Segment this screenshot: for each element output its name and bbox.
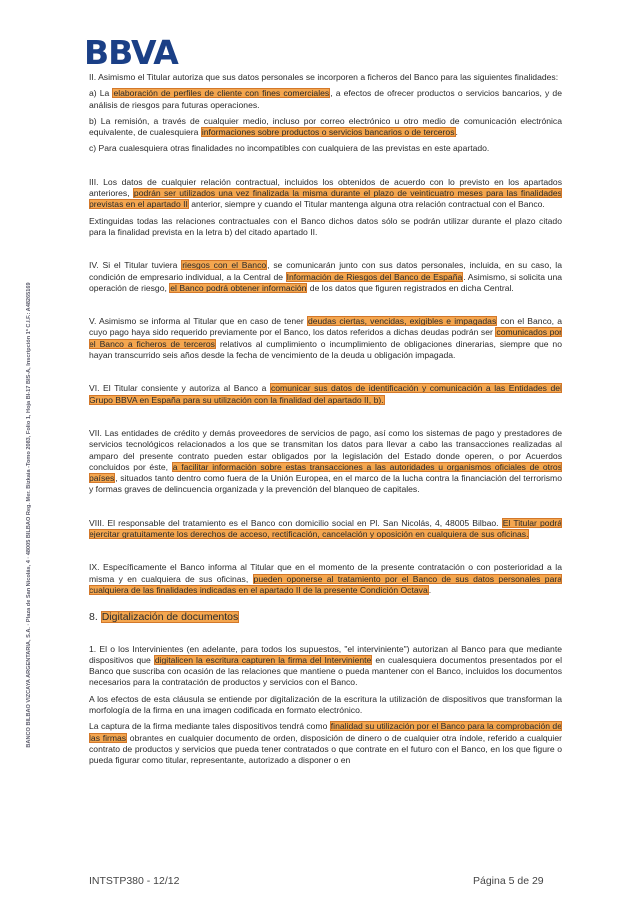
highlighted-text: Digitalización de documentos bbox=[101, 611, 239, 624]
document-code: INTSTP380 - 12/12 bbox=[89, 875, 180, 887]
highlighted-text: comunicar sus datos de identificación y comunicación a las Entidades del Grupo BBVA en España para su utilización con la finalidad del apartado II, b). bbox=[89, 383, 562, 405]
paragraph bbox=[89, 721, 562, 766]
paragraph bbox=[89, 694, 562, 717]
highlighted-text: El Titular podrá ejercitar gratuitamente los derechos de acceso, rectificación, cancelación y oposición en cualquiera de sus oficinas. bbox=[89, 517, 562, 540]
highlighted-text: el Banco podrá obtener información bbox=[170, 282, 307, 293]
paragraph bbox=[89, 518, 562, 541]
section-data-protection bbox=[89, 72, 562, 596]
highlighted-text: riesgos con el Banco bbox=[182, 260, 267, 271]
text-run: b) La remisión, a través de cualquier medio, incluso por correo electrónico u otro medio de comunicación electrónica equivalente, de cualesquiera bbox=[89, 115, 562, 138]
text-run: A los efectos de esta cláusula se entiende por digitalización de la escritura la utilización de dispositivos que transforman la morfología de la firma en una imagen codificada en formato electrónico. bbox=[89, 693, 562, 715]
text-run: en cualesquiera documentos presentados por el Banco que suscriba con ocasión de las relaciones que mantiene o pueda mantener con el Banco, incluidos los documentos necesarios para la contratación de productos y servicios con el Banco. bbox=[89, 654, 562, 688]
text-run: V. Asimismo se informa al Titular que en caso de tener bbox=[89, 316, 307, 327]
text-run: 8. bbox=[89, 611, 101, 624]
highlighted-text: pueden oponerse al tratamiento por el Banco de sus datos personales para cualquiera de las finalidades indicadas en el apartado II de la presente Condición Octava bbox=[89, 573, 562, 595]
text-run: c) Para cualesquiera otras finalidades no incompatibles con cualquiera de las previstas en este apartado. bbox=[89, 143, 490, 154]
page-number: Página 5 de 29 bbox=[473, 875, 544, 887]
text-run: VIII. El responsable del tratamiento es el Banco con domicilio social en Pl. San Nicolás, 4, 48005 Bilbao. bbox=[89, 517, 502, 528]
text-run: IX. Específicamente el Banco informa al Titular que en el momento de la presente contratación o con posterioridad a la misma y en cualquiera de sus oficinas, bbox=[89, 562, 562, 584]
text-run: , se comunicarán junto con sus datos personales, incluida, en su caso, la condición de empresario individual, a la Central de bbox=[89, 260, 562, 282]
text-run: . Asimismo, si solicita una operación de riesgo, bbox=[89, 271, 563, 293]
text-run: . bbox=[455, 127, 458, 138]
text-run: 1. El o los Intervinientes (en adelante, para todos los supuestos, "el interviniente") autorizan al Banco para que mediante dispositivos que bbox=[89, 643, 562, 665]
highlighted-text: a facilitar información sobre estas transacciones a las autoridades u organismos oficiales de otros países bbox=[89, 461, 563, 484]
paragraph bbox=[89, 644, 562, 689]
highlighted-text: finalidad su utilización por el Banco para la comprobación de las firmas bbox=[89, 721, 562, 743]
highlighted-text: podrán ser utilizados una vez finalizada la misma durante el plazo de veinticuatro meses para las finalidades previstas en el apartado II bbox=[89, 188, 562, 210]
highlighted-text: deudas ciertas, vencidas, exigibles e impagadas bbox=[307, 316, 497, 327]
paragraph bbox=[89, 88, 562, 111]
legal-sidebar bbox=[21, 280, 37, 750]
text-run: , situados tanto dentro como fuera de la Unión Europea, en el marco de la lucha contra la financiación del terrorismo y formas graves de delincuencia organizada y la prevención del blanqueo de capitales. bbox=[89, 473, 562, 495]
section-heading-digitalizacion bbox=[89, 612, 562, 623]
highlighted-text: elaboración de perfiles de cliente con fines comerciales bbox=[113, 88, 330, 99]
legal-sidebar-text: BANCO BILBAO VIZCAYA ARGENTARIA, S.A. · Plaza de San Nicolás, 4 · 48005 BILBAO Reg. Mer. Bizkaia -Tomo 2083, Folio 1, Hoja BI-17 BIS-A, Inscripción 1ª C.I.F.: A48265169 bbox=[26, 282, 32, 748]
paragraph bbox=[89, 428, 562, 496]
text-run: de los datos que figuren registrados en dicha Central. bbox=[307, 282, 514, 293]
paragraph bbox=[89, 143, 562, 154]
text-run: VII. Las entidades de crédito y demás proveedores de servicios de pago, así como los sistemas de pago y prestadores de servicios tecnológicos relacionados a los que se transmitan los datos para llevar a cabo las transacciones realizadas al amparo del presente contrato pueden estar obligados por la legislación del Estado donde operen, o por Acuerdos concluidos por éste, bbox=[89, 427, 562, 472]
paragraph bbox=[89, 316, 562, 361]
text-run: Extinguidas todas las relaciones contractuales con el Banco dichos datos sólo se podrán utilizar durante el plazo citado para la finalidad prevista en la letra b) del citado apartado II. bbox=[89, 215, 562, 237]
paragraph bbox=[89, 260, 562, 294]
highlighted-text: Información de Riesgos del Banco de España bbox=[286, 271, 463, 282]
text-run: VI. El Titular consiente y autoriza al Banco a bbox=[89, 383, 270, 394]
paragraph bbox=[89, 72, 562, 83]
text-run: . bbox=[428, 584, 432, 595]
highlighted-text: informaciones sobre productos o servicios bancarios o de terceros bbox=[201, 127, 455, 138]
paragraph bbox=[89, 116, 562, 139]
text-run: IV. Si el Titular tuviera bbox=[89, 260, 182, 271]
text-run: con el Banco, a cuyo pago haya sido requerido previamente por el Banco, los datos referidos a dichas deudas podrán ser bbox=[89, 316, 562, 338]
section-digitalizacion bbox=[89, 644, 562, 767]
paragraph bbox=[89, 177, 562, 211]
bbva-logo: BBVA bbox=[84, 33, 178, 72]
highlighted-text: comunicados por el Banco a ficheros de terceros bbox=[89, 327, 562, 349]
text-run: relativos al cumplimiento o incumplimiento de obligaciones dinerarias, siempre que no hayan transcurrido seis años desde la fecha de vencimiento de la deuda u obligación impagada. bbox=[89, 338, 562, 361]
highlighted-text: digitalicen la escritura capturen la firma del Interviniente bbox=[154, 654, 372, 665]
text-run: La captura de la firma mediante tales dispositivos tendrá como bbox=[89, 721, 330, 732]
text-run: II. Asimismo el Titular autoriza que sus datos personales se incorporen a ficheros del Banco para las siguientes finalidades: bbox=[89, 72, 559, 82]
paragraph bbox=[89, 383, 562, 406]
text-run: , a efectos de ofrecer productos o servicios bancarios, y de análisis de riesgos para futuras operaciones. bbox=[89, 88, 562, 110]
paragraph bbox=[89, 216, 562, 239]
paragraph bbox=[89, 562, 562, 596]
text-run: III. Los datos de cualquier relación contractual, incluidos los obtenidos de acuerdo con lo previsto en los apartados anteriores, bbox=[89, 176, 562, 199]
text-run: a) La bbox=[89, 88, 113, 99]
text-run: anterior, siempre y cuando el Titular mantenga alguna otra relación contractual con el Banco. bbox=[188, 199, 545, 210]
document-body bbox=[89, 72, 562, 771]
text-run: obrantes en cualquier documento de orden, disposición de dinero o de cualquier otra índole, referido a cualquier contrato de productos y servicios que pueda tener contratados o que contrate en el futuro con el Banco, en los que figure o pueda figurar como titular, representante, autorizado a disponer o en bbox=[89, 732, 562, 766]
